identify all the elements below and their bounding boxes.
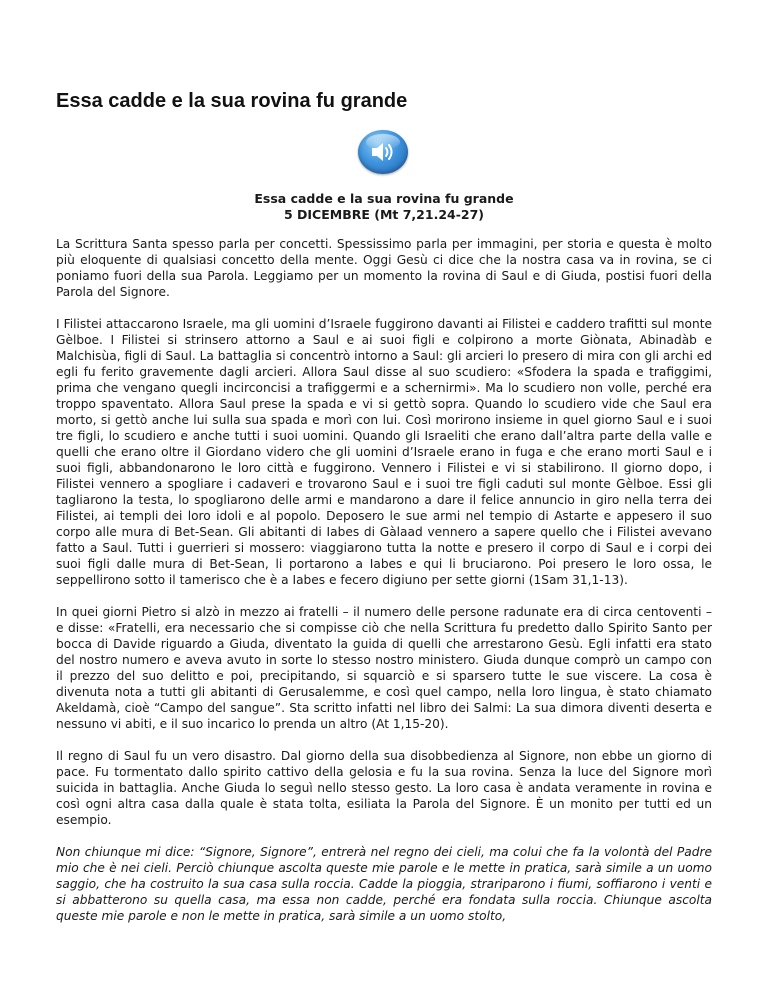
page-title: Essa cadde e la sua rovina fu grande xyxy=(56,90,408,112)
paragraph-intro: La Scrittura Santa spesso parla per concetti. Spessissimo parla per immagini, per storia e questa è molto più eloquente di qualsiasi concetto della mente. Oggi Gesù ci dice che la nostra casa va in rovina, se ci poniamo fuori della sua Parola. Leggiamo per un momento la rovina di Saul e di Giuda, postisi fuori della Parola del Signore. xyxy=(56,237,712,299)
paragraph-saul: I Filistei attaccarono Israele, ma gli uomini d’Israele fuggirono davanti ai Filistei e caddero trafitti sul monte Gèlboe. I Filistei si strinsero attorno a Saul e ai suoi figli e colpirono a morte Giònata, Abinadàb e Malchisùa, figli di Saul. La battaglia si concentrò intorno a Saul: gli arcieri lo presero di mira con gli archi ed egli fu ferito gravemente dagli arcieri. Allora Saul disse al suo scudiero: «Sfodera la spada e trafiggimi, prima che vengano quegli incirconcisi a trafiggermi e a schernirmi». Ma lo scudiero non volle, perché era troppo spaventato. Allora Saul prese la spada e vi si gettò sopra. Quando lo scudiero vide che Saul era morto, si gettò anche lui sulla sua spada e morì con lui. Così morirono insieme in quel giorno Saul e i suoi tre figli, lo scudiero e anche tutti i suoi uomini. Quando gli Israeliti che erano dall’altra parte della valle e quelli che erano oltre il Giordano videro che gli uomini d’Israele erano in fuga e che erano morti Saul e i suoi figli, abbandonarono le loro città e fuggirono. Vennero i Filistei e vi si stabilirono. Il giorno dopo, i Filistei vennero a spogliare i cadaveri e trovarono Saul e i suoi tre figli caduti sul monte Gèlboe. Essi gli tagliarono la testa, lo spogliarono delle armi e mandarono a dare il felice annuncio in giro nella terra dei Filistei, ai templi dei loro idoli e al popolo. Deposero le sue armi nel tempio di Astarte e appesero il suo corpo alle mura di Bet-Sean. Gli abitanti di Iabes di Gàlaad vennero a sapere quello che i Filistei avevano fatto a Saul. Tutti i guerrieri si mossero: viaggiarono tutta la notte e presero il corpo di Saul e i corpi dei suoi figli dalle mura di Bet-Sean, li portarono a Iabes e qui li bruciarono. Poi presero le loro ossa, le seppellirono sotto il tamerisco che è a Iabes e fecero digiuno per sette giorni (1Sam 31,1-13). xyxy=(56,317,712,587)
reading-subtitle: Essa cadde e la sua rovina fu grande xyxy=(254,191,514,206)
reading-date-reference: 5 DICEMBRE (Mt 7,21.24-27) xyxy=(283,207,485,222)
paragraph-vangelo: Non chiunque mi dice: “Signore, Signore”, entrerà nel regno dei cieli, ma colui che fa la volontà del Padre mio che è nei cieli. Perciò chiunque ascolta queste mie parole e le mette in pratica, sarà simile a un uomo saggio, che ha costruito la sua casa sulla roccia. Cadde la pioggia, strariparono i fiumi, soffiarono i venti e si abbatterono su quella casa, ma essa non cadde, perché era fondata sulla roccia. Chiunque ascolta queste mie parole e non le mette in pratica, sarà simile a un uomo stolto, xyxy=(56,845,712,923)
article-body xyxy=(56,236,712,940)
audio-player[interactable] xyxy=(358,130,408,174)
paragraph-giuda: In quei giorni Pietro si alzò in mezzo ai fratelli – il numero delle persone radunate era di circa centoventi – e disse: «Fratelli, era necessario che si compisse ciò che nella Scrittura fu predetto dallo Spirito Santo per bocca di Davide riguardo a Giuda, diventato la guida di quelli che arrestarono Gesù. Egli infatti era stato del nostro numero e aveva avuto in sorte lo stesso nostro ministero. Giuda dunque comprò un campo con il prezzo del suo delitto e poi, precipitando, si squarciò e si sparsero tutte le sue viscere. La cosa è divenuta nota a tutti gli abitanti di Gerusalemme, e così quel campo, nella loro lingua, è stato chiamato Akeldamà, cioè “Campo del sangue”. Sta scritto infatti nel libro dei Salmi: La sua dimora diventi deserta e nessuno vi abiti, e il suo incarico lo prenda un altro (At 1,15-20). xyxy=(56,605,712,731)
paragraph-commento: Il regno di Saul fu un vero disastro. Dal giorno della sua disobbedienza al Signore, non ebbe un giorno di pace. Fu tormentato dallo spirito cattivo della gelosia e fu la sua rovina. Senza la luce del Signore morì suicida in battaglia. Anche Giuda lo seguì nello stesso gesto. La loro casa è andata veramente in rovina e così ogni altra casa dalla quale è stata tolta, esiliata la Parola del Signore. È un monito per tutti ed un esempio. xyxy=(56,749,712,827)
speaker-icon xyxy=(370,140,396,164)
play-audio-button[interactable] xyxy=(358,130,408,174)
reading-header xyxy=(56,191,712,223)
